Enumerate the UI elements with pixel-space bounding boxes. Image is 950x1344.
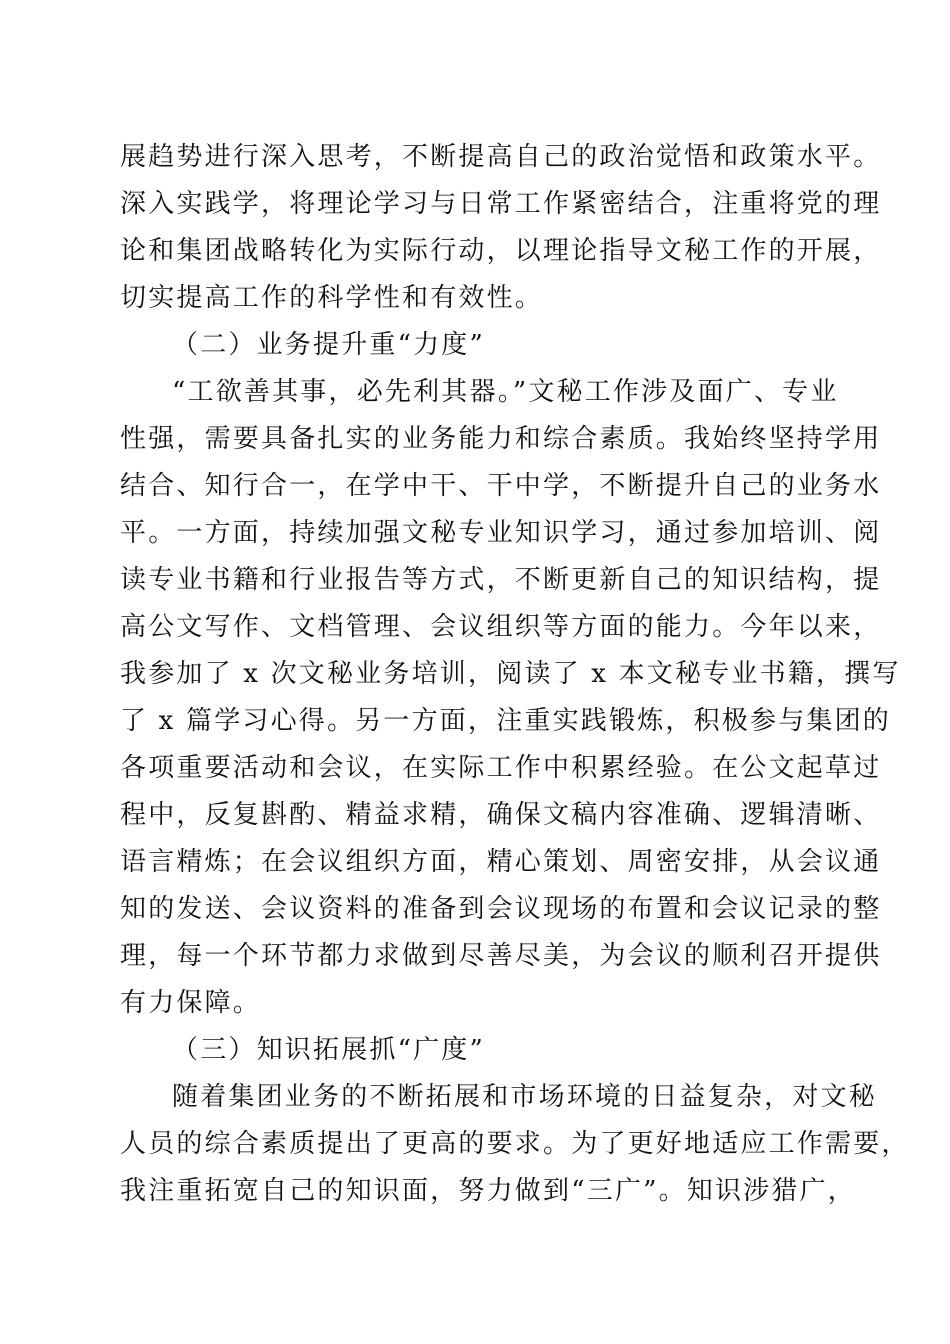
- paragraph-line: 深入实践学，将理论学习与日常工作紧密结合，注重将党的理: [120, 189, 882, 219]
- paragraph-line: 性强，需要具备扎实的业务能力和综合素质。我始终坚持学用: [120, 424, 882, 454]
- paragraph-line: 人员的综合素质提出了更高的要求。为了更好地适应工作需要，: [120, 1129, 910, 1159]
- paragraph-line: 论和集团战略转化为实际行动，以理论指导文秘工作的开展，: [120, 236, 882, 266]
- paragraph-line: 切实提高工作的科学性和有效性。: [120, 283, 544, 313]
- paragraph-line: “工欲善其事，必先利其器。”文秘工作涉及面广、专业: [172, 377, 839, 407]
- paragraph-line: 展趋势进行深入思考，不断提高自己的政治觉悟和政策水平。: [120, 142, 882, 172]
- paragraph-line: 了 x 篇学习心得。另一方面，注重实践锻炼，积极参与集团的: [120, 706, 891, 736]
- paragraph-line: 随着集团业务的不断拓展和市场环境的日益复杂，对文秘: [172, 1082, 878, 1112]
- paragraph-line: 我参加了 x 次文秘业务培训，阅读了 x 本文秘专业书籍，撰写: [120, 659, 901, 689]
- paragraph-line: 平。一方面，持续加强文秘专业知识学习，通过参加培训、阅: [120, 518, 882, 548]
- paragraph-line: 知的发送、会议资料的准备到会议现场的布置和会议记录的整: [120, 894, 882, 924]
- paragraph-line: 我注重拓宽自己的知识面，努力做到“三广”。知识涉猎广，: [120, 1176, 856, 1206]
- paragraph-line: 结合、知行合一，在学中干、干中学，不断提升自己的业务水: [120, 471, 882, 501]
- paragraph-line: 理，每一个环节都力求做到尽善尽美，为会议的顺利召开提供: [120, 941, 882, 971]
- paragraph-line: 有力保障。: [120, 988, 262, 1018]
- paragraph-line: 读专业书籍和行业报告等方式，不断更新自己的知识结构，提: [120, 565, 882, 595]
- paragraph-line: 语言精炼；在会议组织方面，精心策划、周密安排，从会议通: [120, 847, 882, 877]
- paragraph-line: 程中，反复斟酌、精益求精，确保文稿内容准确、逻辑清晰、: [120, 800, 882, 830]
- paragraph-line: 各项重要活动和会议，在实际工作中积累经验。在公文起草过: [120, 753, 882, 783]
- section-heading-2: （二）业务提升重“力度”: [172, 330, 485, 360]
- section-heading-3: （三）知识拓展抓“广度”: [172, 1035, 485, 1065]
- paragraph-line: 高公文写作、文档管理、会议组织等方面的能力。今年以来，: [120, 612, 882, 642]
